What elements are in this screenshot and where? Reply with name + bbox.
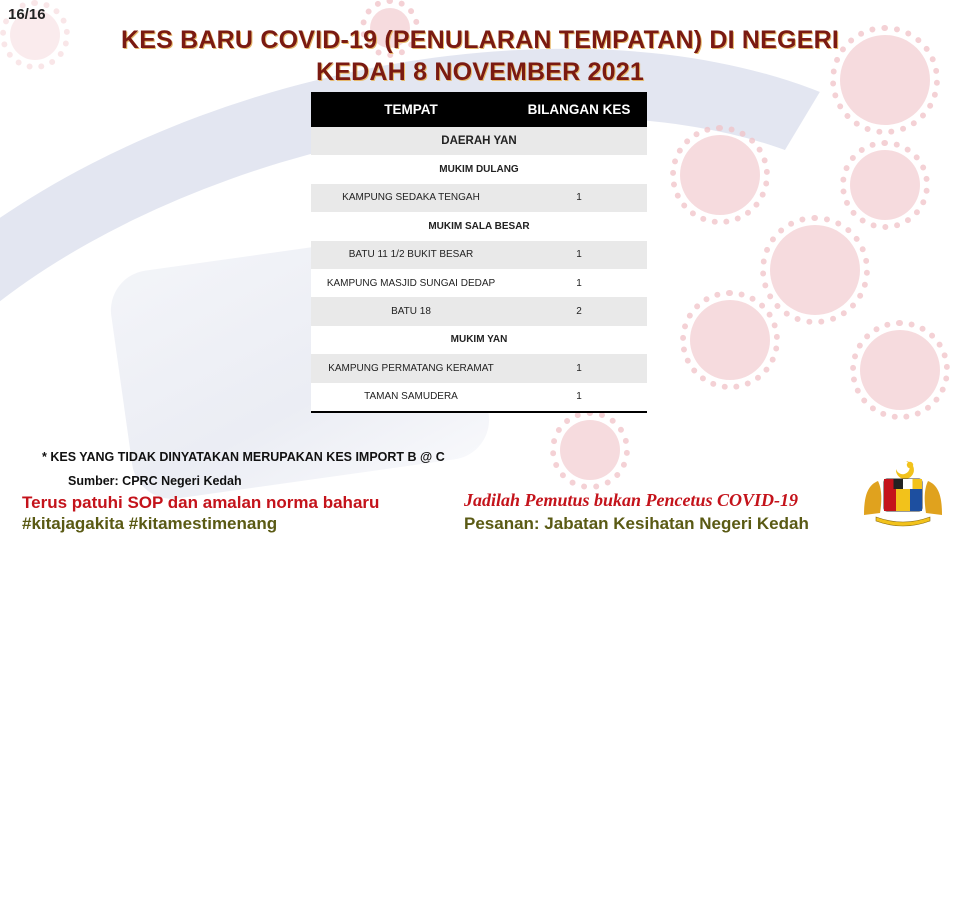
header-place: TEMPAT bbox=[311, 92, 511, 127]
table-row bbox=[311, 297, 647, 325]
page-number: 16/16 bbox=[8, 6, 46, 23]
mukim-name: MUKIM YAN bbox=[311, 326, 647, 354]
count-cell: 1 bbox=[511, 184, 647, 212]
place-cell: KAMPUNG MASJID SUNGAI DEDAP bbox=[311, 269, 511, 297]
sop-message: Terus patuhi SOP dan amalan norma baharu bbox=[22, 493, 380, 512]
mukim-name: MUKIM DULANG bbox=[311, 155, 647, 183]
mukim-row bbox=[311, 326, 647, 354]
source-text: Sumber: CPRC Negeri Kedah bbox=[68, 474, 242, 488]
slogan: Jadilah Pemutus bukan Pencetus COVID-19 bbox=[464, 490, 799, 510]
table-row bbox=[311, 354, 647, 382]
place-cell: BATU 18 bbox=[311, 297, 511, 325]
virus-icon bbox=[680, 135, 760, 215]
place-cell: TAMAN SAMUDERA bbox=[311, 383, 511, 412]
virus-icon bbox=[860, 330, 940, 410]
table-row bbox=[311, 383, 647, 412]
table-header-row bbox=[311, 92, 647, 127]
count-cell: 1 bbox=[511, 383, 647, 412]
mukim-name: MUKIM SALA BESAR bbox=[311, 212, 647, 240]
cases-table bbox=[311, 92, 647, 413]
hashtags: #kitajagakita #kitamestimenang bbox=[22, 514, 278, 533]
footnote: * KES YANG TIDAK DINYATAKAN MERUPAKAN KES IMPORT B @ C bbox=[42, 450, 445, 464]
header-case-count: BILANGAN KES bbox=[511, 92, 647, 127]
region-name: DAERAH YAN bbox=[311, 127, 647, 155]
table-row bbox=[311, 184, 647, 212]
page-title-line-2: KEDAH 8 NOVEMBER 2021 bbox=[316, 58, 644, 86]
place-cell: KAMPUNG SEDAKA TENGAH bbox=[311, 184, 511, 212]
virus-icon bbox=[560, 420, 620, 480]
place-cell: BATU 11 1/2 BUKIT BESAR bbox=[311, 241, 511, 269]
malaysia-coat-of-arms-icon bbox=[858, 455, 948, 527]
count-cell: 1 bbox=[511, 269, 647, 297]
message-sender: Pesanan: Jabatan Kesihatan Negeri Kedah bbox=[464, 514, 809, 533]
virus-icon bbox=[850, 150, 920, 220]
place-cell: KAMPUNG PERMATANG KERAMAT bbox=[311, 354, 511, 382]
region-row bbox=[311, 127, 647, 155]
count-cell: 1 bbox=[511, 354, 647, 382]
count-cell: 2 bbox=[511, 297, 647, 325]
virus-icon bbox=[770, 225, 860, 315]
virus-icon bbox=[690, 300, 770, 380]
table-row bbox=[311, 241, 647, 269]
table-row bbox=[311, 269, 647, 297]
page-title-line-1: KES BARU COVID-19 (PENULARAN TEMPATAN) DI NEGERI bbox=[121, 26, 839, 54]
mukim-row bbox=[311, 155, 647, 183]
count-cell: 1 bbox=[511, 241, 647, 269]
mukim-row bbox=[311, 212, 647, 240]
